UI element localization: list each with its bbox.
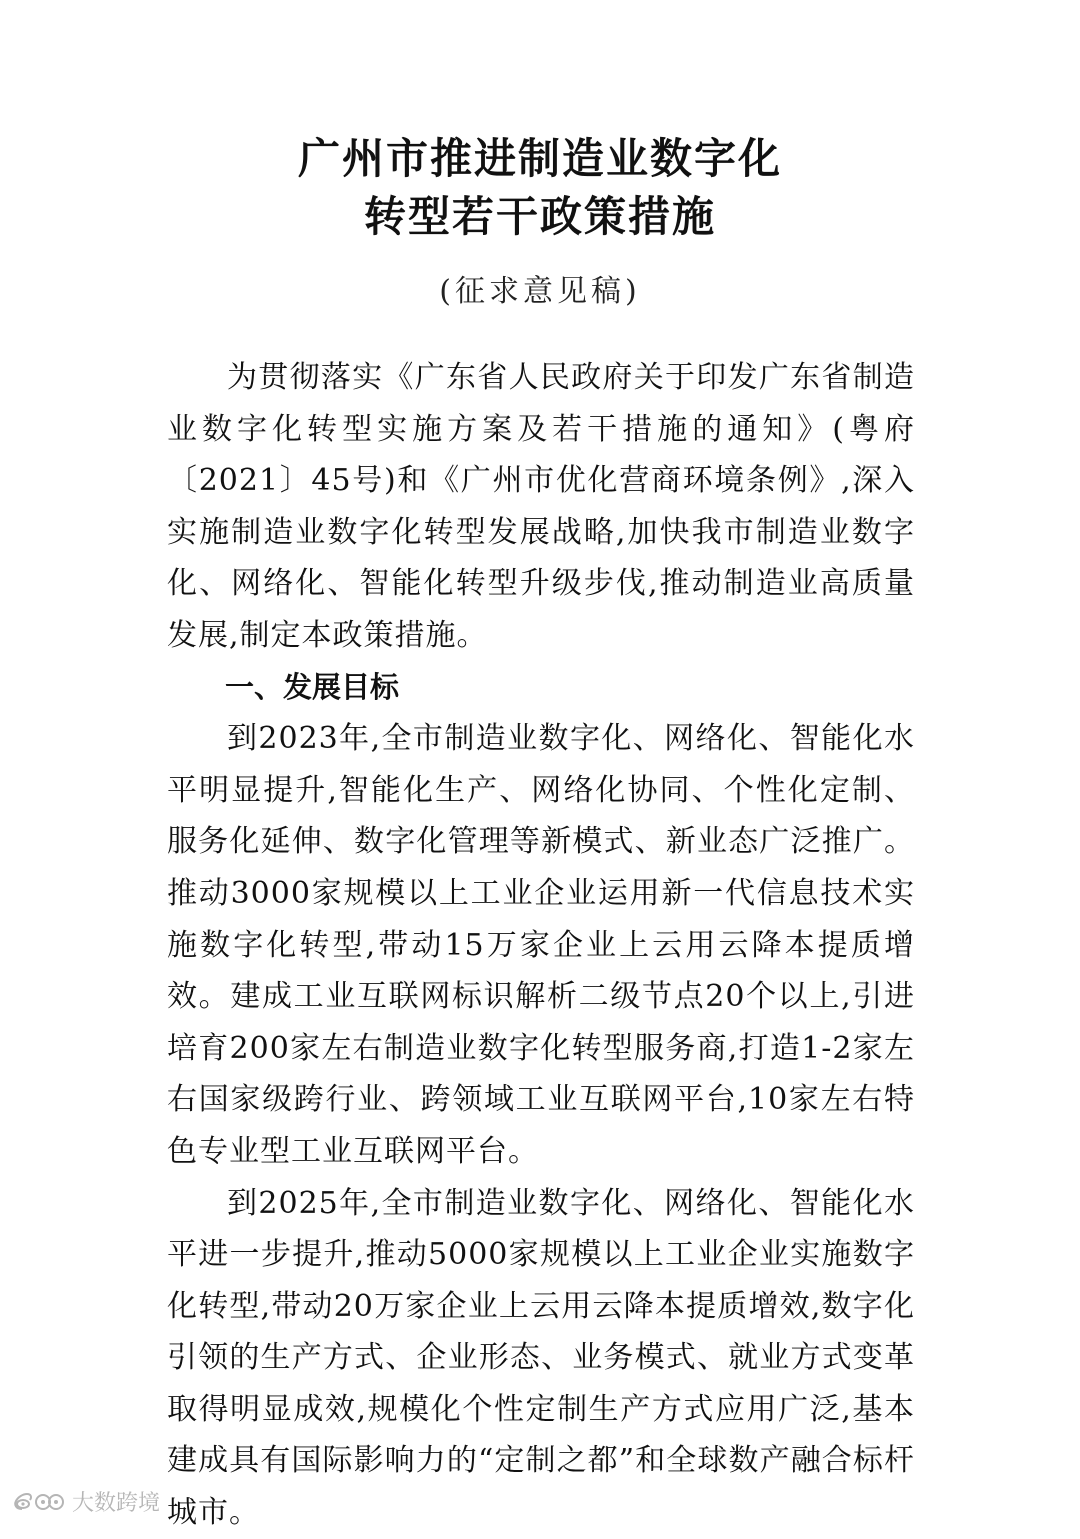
intro-paragraph: 为贯彻落实《广东省人民政府关于印发广东省制造业数字化转型实施方案及若干措施的通知》(粤府〔2021〕45号)和《广州市优化营商环境条例》,深入实施制造业数字化转型发展战略,加快我市制造业数字化、网络化、智能化转型升级步伐,推动制造业高质量发展,制定本政策措施。 bbox=[167, 360, 915, 653]
section-heading: 一、发展目标 bbox=[225, 669, 400, 704]
document-title-line-2: 转型若干政策措施 bbox=[363, 192, 716, 241]
document-body bbox=[167, 352, 915, 1539]
watermark bbox=[12, 1486, 160, 1517]
watermark-text: 大数跨境 bbox=[72, 1491, 161, 1516]
document-subtitle: (征求意见稿) bbox=[439, 274, 641, 309]
document-title-line-1: 广州市推进制造业数字化 bbox=[297, 134, 782, 183]
goal-2025-paragraph: 到2025年,全市制造业数字化、网络化、智能化水平进一步提升,推动5000家规模以上工业企业实施数字化转型,带动20万家企业上云用云降本提质增效,数字化引领的生产方式、企业形态、业务模式、就业方式变革取得明显成效,规模化个性定制生产方式应用广泛,基本建成具有国际影响力的“定制之都”和全球数产融合标杆城市。 bbox=[167, 1185, 915, 1531]
weibo-logo-icon bbox=[12, 1490, 68, 1514]
goal-2023-paragraph: 到2023年,全市制造业数字化、网络化、智能化水平明显提升,智能化生产、网络化协同、个性化定制、服务化延伸、数字化管理等新模式、新业态广泛推广。推动3000家规模以上工业企业运用新一代信息技术实施数字化转型,带动15万家企业上云用云降本提质增效。建成工业互联网标识解析二级节点20个以上,引进培育200家左右制造业数字化转型服务商,打造1-2家左右国家级跨行业、跨领域工业互联网平台,10家左右特色专业型工业互联网平台。 bbox=[167, 721, 915, 1169]
document-header bbox=[0, 130, 1080, 310]
